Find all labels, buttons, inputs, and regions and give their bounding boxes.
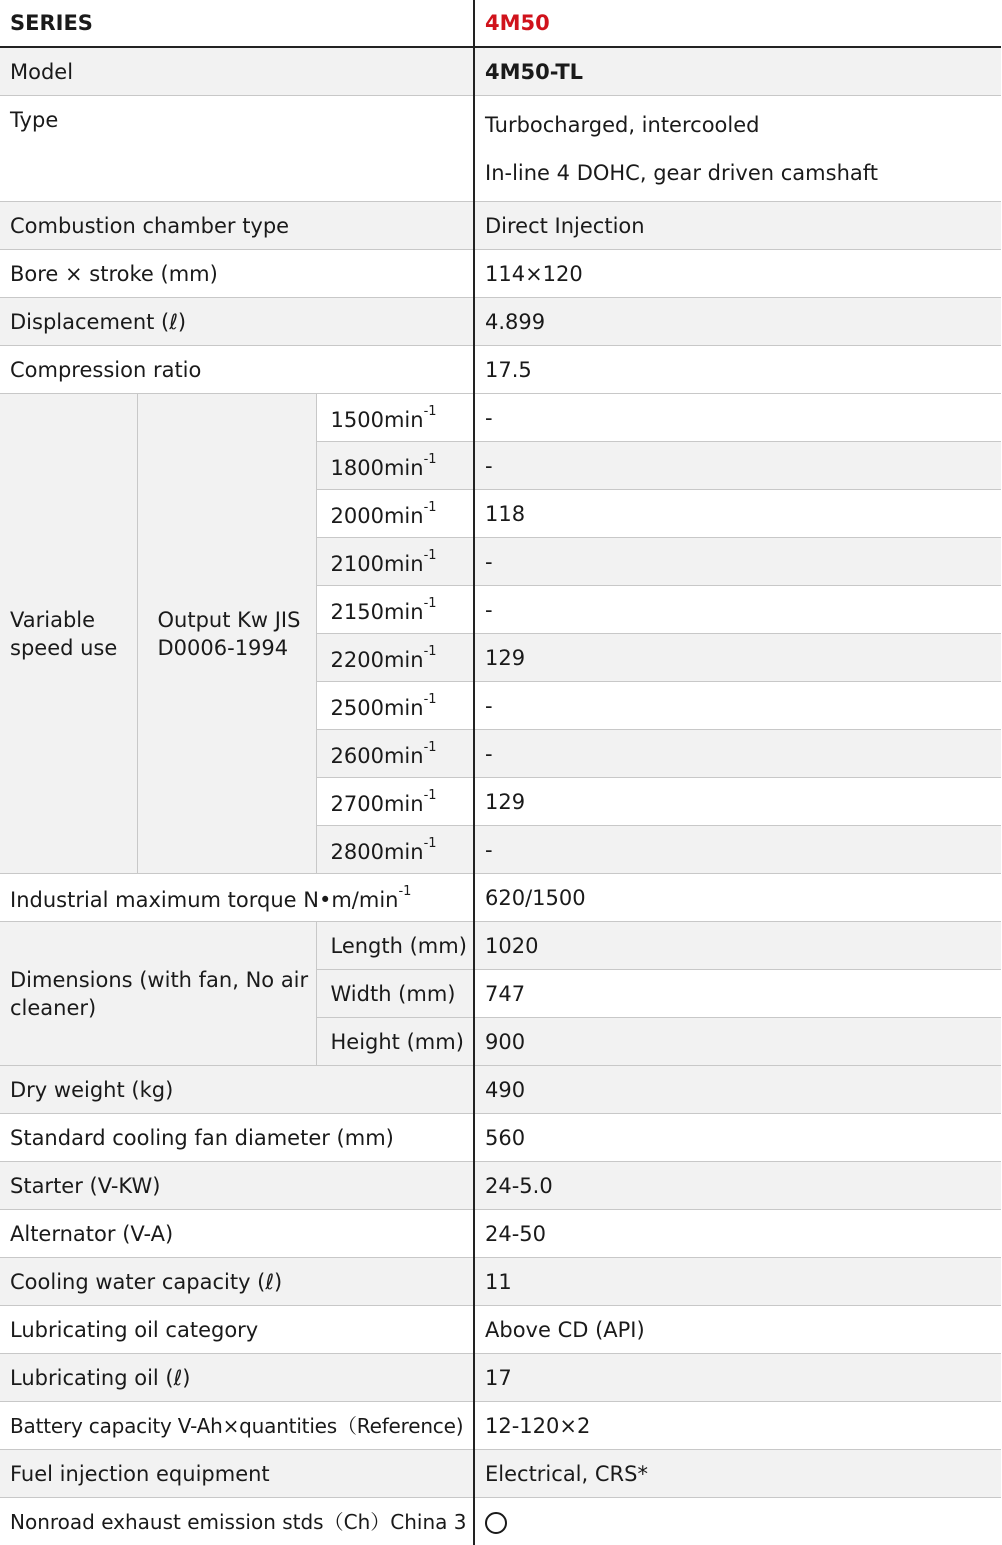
table-row [0, 298, 1001, 346]
table-row [0, 47, 1001, 96]
circle-icon [485, 1512, 507, 1534]
row-label: Model [0, 47, 474, 96]
table-row [0, 1066, 1001, 1114]
rpm-label: $2800\min^{-1}$ [316, 826, 474, 874]
row-label: Industrial maximum torque $N•m/\min^{-1}$ [0, 874, 474, 922]
table-row [0, 1258, 1001, 1306]
row-label: Bore × stroke (mm) [0, 250, 474, 298]
dimension-value: 747 [474, 970, 1001, 1018]
row-label: Standard cooling fan diameter (mm) [0, 1114, 474, 1162]
model-value: 4M50-TL [474, 47, 1001, 96]
output-label: Output Kw JIS D0006-1994 [137, 394, 316, 874]
rpm-value: 129 [474, 634, 1001, 682]
rpm-value: 129 [474, 778, 1001, 826]
rpm-value: - [474, 586, 1001, 634]
row-value: 11 [474, 1258, 1001, 1306]
table-row [0, 1354, 1001, 1402]
row-label: Combustion chamber type [0, 202, 474, 250]
table-row [0, 1306, 1001, 1354]
table-row [0, 1162, 1001, 1210]
row-label: Nonroad exhaust emission stds（Ch）China 3 [0, 1498, 474, 1545]
table-row [0, 346, 1001, 394]
rpm-label: $2700\min^{-1}$ [316, 778, 474, 826]
series-value: 4M50 [474, 0, 1001, 47]
table-row [0, 922, 1001, 970]
type-value-line-2: In-line 4 DOHC, gear driven camshaft [485, 149, 1001, 197]
rpm-value: - [474, 730, 1001, 778]
row-value: 114×120 [474, 250, 1001, 298]
table-row [0, 202, 1001, 250]
row-label: Displacement (ℓ) [0, 298, 474, 346]
row-label: Compression ratio [0, 346, 474, 394]
rpm-value: 118 [474, 490, 1001, 538]
row-label: Alternator (V-A) [0, 1210, 474, 1258]
dimension-label: Height (mm) [316, 1018, 474, 1066]
rpm-value: - [474, 826, 1001, 874]
rpm-label: $2600\min^{-1}$ [316, 730, 474, 778]
rpm-label: $2500\min^{-1}$ [316, 682, 474, 730]
row-label: Lubricating oil (ℓ) [0, 1354, 474, 1402]
table-row [0, 1114, 1001, 1162]
row-label: Battery capacity V-Ah×quantities（Reference) [0, 1402, 474, 1450]
rpm-label: $1800\min^{-1}$ [316, 442, 474, 490]
rpm-label: $2200\min^{-1}$ [316, 634, 474, 682]
dimension-label: Length (mm) [316, 922, 474, 970]
row-value: 490 [474, 1066, 1001, 1114]
rpm-value: - [474, 538, 1001, 586]
row-label: Dry weight (kg) [0, 1066, 474, 1114]
table-row [0, 1210, 1001, 1258]
variable-speed-label: Variable speed use [0, 394, 137, 874]
series-label: SERIES [0, 0, 474, 47]
emission-value [474, 1498, 1001, 1545]
rpm-value: - [474, 394, 1001, 442]
dimensions-label: Dimensions (with fan, No air cleaner) [0, 922, 316, 1066]
type-value [474, 96, 1001, 202]
dimension-value: 1020 [474, 922, 1001, 970]
table-row [0, 394, 1001, 442]
table-row [0, 96, 1001, 202]
row-value: Electrical, CRS* [474, 1450, 1001, 1498]
row-label: Lubricating oil category [0, 1306, 474, 1354]
rpm-label: $2100\min^{-1}$ [316, 538, 474, 586]
row-value: 620/1500 [474, 874, 1001, 922]
row-value: 4.899 [474, 298, 1001, 346]
dimension-label: Width (mm) [316, 970, 474, 1018]
rpm-label: $2150\min^{-1}$ [316, 586, 474, 634]
type-value-line-1: Turbocharged, intercooled [485, 101, 1001, 149]
rpm-value: - [474, 682, 1001, 730]
table-row [0, 874, 1001, 922]
row-label: Type [0, 96, 474, 202]
row-value: 12-120×2 [474, 1402, 1001, 1450]
row-value: 17 [474, 1354, 1001, 1402]
row-value: Above CD (API) [474, 1306, 1001, 1354]
series-header-row [0, 0, 1001, 47]
table-row [0, 250, 1001, 298]
rpm-label: $2000\min^{-1}$ [316, 490, 474, 538]
row-label: Starter (V-KW) [0, 1162, 474, 1210]
rpm-label: $1500\min^{-1}$ [316, 394, 474, 442]
row-value: Direct Injection [474, 202, 1001, 250]
dimension-value: 900 [474, 1018, 1001, 1066]
row-value: 24-5.0 [474, 1162, 1001, 1210]
row-value: 560 [474, 1114, 1001, 1162]
table-row [0, 1498, 1001, 1545]
table-row [0, 1450, 1001, 1498]
row-value: 24-50 [474, 1210, 1001, 1258]
row-label: Fuel injection equipment [0, 1450, 474, 1498]
rpm-value: - [474, 442, 1001, 490]
table-row [0, 1402, 1001, 1450]
row-value: 17.5 [474, 346, 1001, 394]
row-label: Cooling water capacity (ℓ) [0, 1258, 474, 1306]
